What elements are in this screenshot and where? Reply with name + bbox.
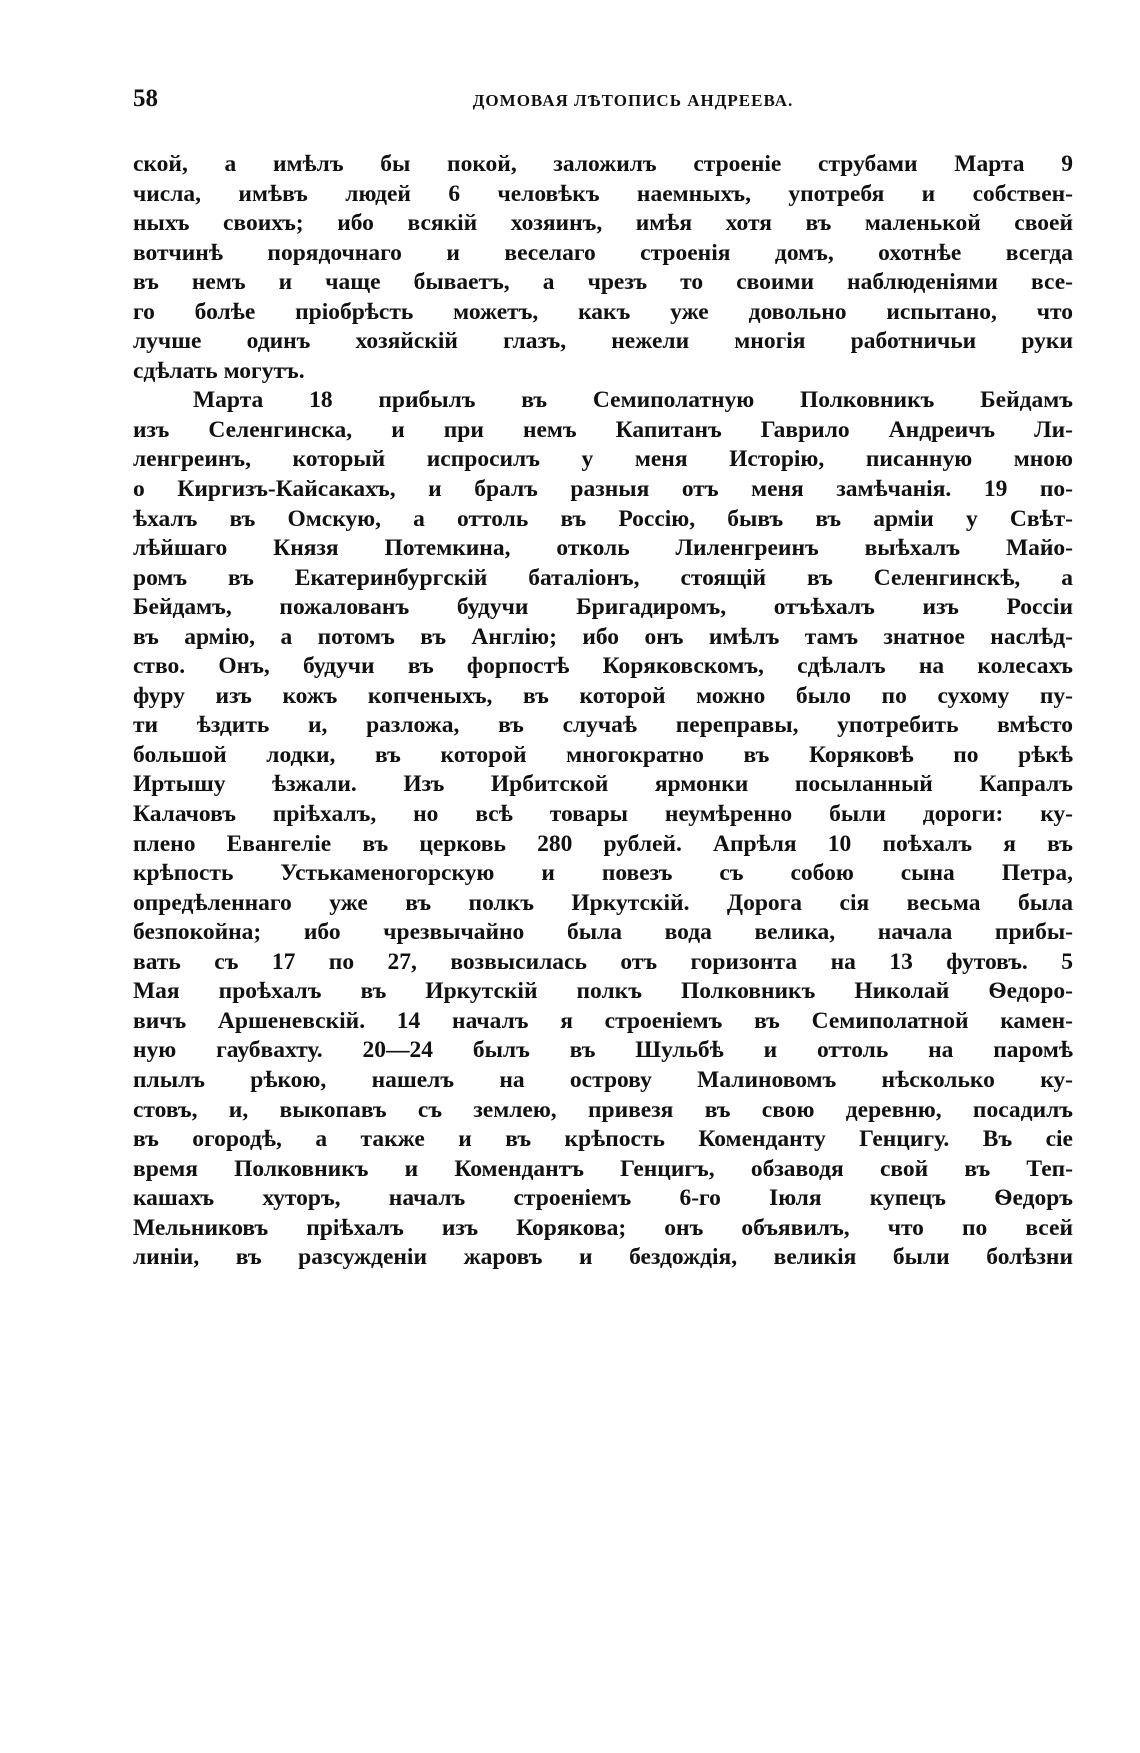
- text-line: вичъ Аршеневскій. 14 началъ я строеніемъ въ Семиполатной камен-: [133, 1007, 1073, 1034]
- text-line: Иртышу ѣзжали. Изъ Ирбитской ярмонки посыланный Капралъ: [133, 771, 1073, 798]
- text-line: ныхъ своихъ; ибо всякій хозяинъ, имѣя хотя въ маленькой своей: [133, 210, 1073, 237]
- text-line: время Полковникъ и Комендантъ Генцигъ, обзаводя свой въ Теп-: [133, 1155, 1073, 1182]
- text-line: большой лодки, въ которой многократно въ Коряковѣ по рѣкѣ: [133, 741, 1073, 768]
- text-line: ти ѣздить и, разложа, въ случаѣ переправы, употребить вмѣсто: [133, 712, 1073, 739]
- text-line: о Киргизъ-Кайсакахъ, и бралъ разныя отъ меня замѣчанія. 19 по-: [133, 476, 1073, 503]
- text-line: Мельниковъ пріѣхалъ изъ Корякова; онъ объявилъ, что по всей: [133, 1214, 1073, 1241]
- text-line: лучше одинъ хозяйскій глазъ, нежели многія работничьи руки: [133, 328, 1073, 355]
- text-line: ѣхалъ въ Омскую, а оттоль въ Россію, бывъ въ арміи у Свѣт-: [133, 505, 1073, 532]
- text-line: опредѣленнаго уже въ полкъ Иркутскій. Дорога сія весьма была: [133, 889, 1073, 916]
- text-line: безпокойна; ибо чрезвычайно была вода велика, начала прибы-: [133, 919, 1073, 946]
- running-head: [133, 84, 1073, 120]
- text-line: Мая проѣхалъ въ Иркутскій полкъ Полковникъ Николай Ѳедоро-: [133, 978, 1073, 1005]
- text-line: ромъ въ Екатеринбургскій баталіонъ, стоящій въ Селенгинскѣ, а: [133, 564, 1073, 591]
- text-line: го болѣе пріобрѣсть можетъ, какъ уже довольно испытано, что: [133, 298, 1073, 325]
- text-line: крѣпость Устькаменогорскую и повезъ съ собою сына Петра,: [133, 860, 1073, 887]
- text-line: ную гаубвахту. 20—24 былъ въ Шульбѣ и оттоль на паромѣ: [133, 1037, 1073, 1064]
- text-line: вать съ 17 по 27, возвысилась отъ горизонта на 13 футовъ. 5: [133, 948, 1073, 975]
- running-title: ДОМОВАЯ ЛѢТОПИСЬ АНДРЕЕВА.: [472, 91, 794, 110]
- text-line: Бейдамъ, пожалованъ будучи Бригадиромъ, отъѣхалъ изъ Россіи: [133, 594, 1073, 621]
- body-text: [133, 150, 1073, 1273]
- paragraph-start-line: Марта 18 прибылъ въ Семиполатную Полковникъ Бейдамъ: [193, 387, 1073, 414]
- text-line: числа, имѣвъ людей 6 человѣкъ наемныхъ, употребя и собствен-: [133, 180, 1073, 207]
- text-line: лѣйшаго Князя Потемкина, отколь Лиленгреинъ выѣхалъ Майо-: [133, 535, 1073, 562]
- text-line: плылъ рѣкою, нашелъ на острову Малиновомъ нѣсколько ку-: [133, 1066, 1073, 1093]
- text-line: вотчинѣ порядочнаго и веселаго строенія домъ, охотнѣе всегда: [133, 239, 1073, 266]
- text-line: ленгреинъ, который испросилъ у меня Исторію, писанную мною: [133, 446, 1073, 473]
- text-line: линіи, въ разсужденіи жаровъ и бездождія, великія были болѣзни: [133, 1244, 1073, 1271]
- text-line: въ армію, а потомъ въ Англію; ибо онъ имѣлъ тамъ знатное наслѣд-: [133, 623, 1073, 650]
- text-line: стовъ, и, выкопавъ съ землею, привезя въ свою деревню, посадилъ: [133, 1096, 1073, 1123]
- text-line: Калачовъ пріѣхалъ, но всѣ товары неумѣренно были дороги: ку-: [133, 801, 1073, 828]
- text-line: плено Евангеліе въ церковь 280 рублей. Апрѣля 10 поѣхалъ я въ: [133, 830, 1073, 857]
- page-number: 58: [133, 85, 158, 112]
- text-line: въ огородѣ, а также и въ крѣпость Коменданту Генцигу. Въ сіе: [133, 1126, 1073, 1153]
- text-line: изъ Селенгинска, и при немъ Капитанъ Гаврило Андреичъ Ли-: [133, 416, 1073, 443]
- paragraph-end-line: сдѣлать могутъ.: [133, 357, 305, 384]
- text-line: ство. Онъ, будучи въ форпостѣ Коряковскомъ, сдѣлалъ на колесахъ: [133, 653, 1073, 680]
- text-line: въ немъ и чаще бываетъ, а чрезъ то своими наблюденіями все-: [133, 269, 1073, 296]
- text-line: ской, а имѣлъ бы покой, заложилъ строеніе струбами Марта 9: [133, 151, 1073, 177]
- text-line: кашахъ хуторъ, началъ строеніемъ 6-го Іюля купецъ Ѳедоръ: [133, 1185, 1073, 1212]
- text-line: фуру изъ кожъ копченыхъ, въ которой можно было по сухому пу-: [133, 682, 1073, 709]
